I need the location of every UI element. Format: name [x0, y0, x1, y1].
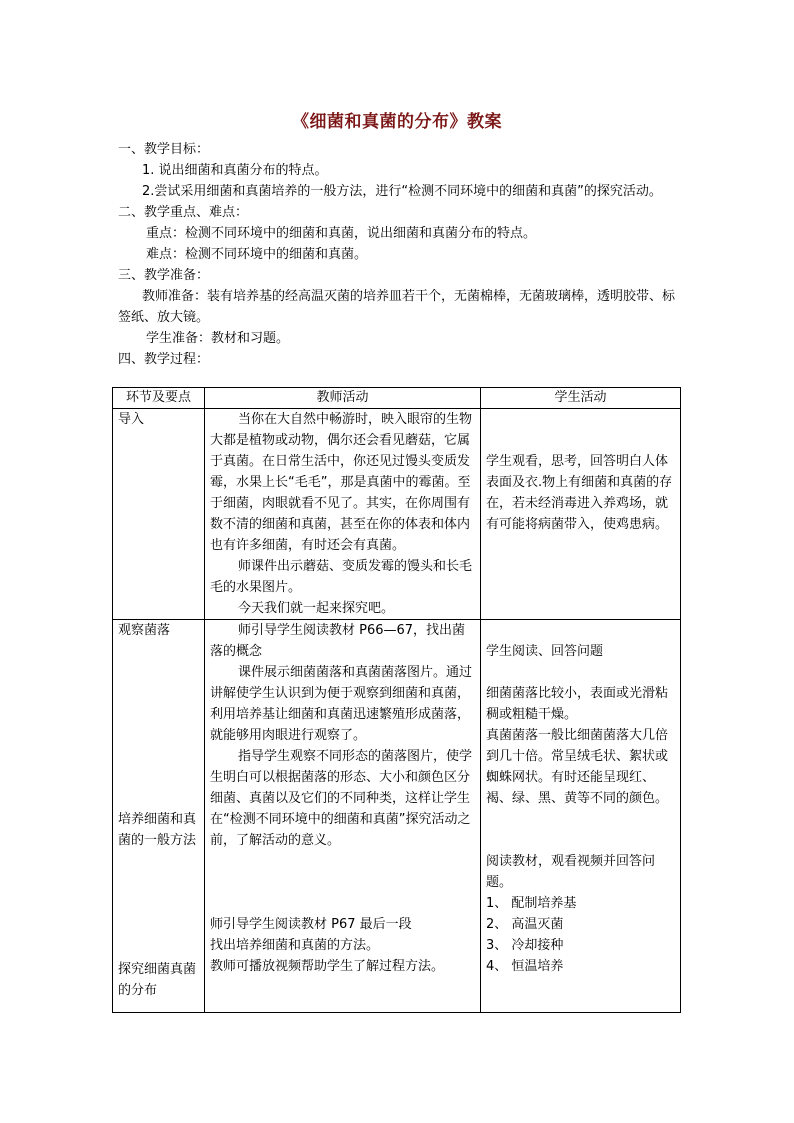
- stage-cell: [113, 620, 205, 1013]
- student-activity-text: 学生观看，思考，回答明白人体表面及衣.物上有细菌和真菌的存在，若未经消毒进入养鸡场，就有可能将病菌带入，使鸡患病。: [486, 454, 673, 532]
- step-item: 2、 高温灭菌: [486, 917, 564, 932]
- teacher-activity-text: 课件展示细菌菌落和真菌菌落图片。通过讲解使学生认识到为便于观察到细菌和真菌，利用培养基让细菌和真菌迅速繁殖形成菌落，就能够用肉眼进行观察了。: [210, 665, 473, 743]
- teacher-activity-text: 教师可播放视频帮助学生了解过程方法。: [210, 959, 445, 974]
- goal-item: 1. 说出细菌和真菌分布的特点。: [142, 163, 328, 178]
- teacher-activity-cell: [205, 620, 481, 1013]
- student-activity-text: 细菌菌落比较小，表面或光滑粘稠或粗糙干燥。: [486, 686, 669, 722]
- student-prep: 学生准备：教材和习题。: [146, 331, 290, 346]
- student-activity-text: 阅读教材，观看视频并回答问题。: [486, 854, 656, 890]
- teacher-activity-text: 师引导学生阅读教材 P66—67，找出菌落的概念: [210, 623, 466, 659]
- teacher-activity-cell: [205, 409, 481, 620]
- table-row: [113, 620, 681, 1013]
- goals-heading: 一、教学目标：: [118, 142, 210, 157]
- difficult-point: 难点：检测不同环境中的细菌和真菌。: [146, 247, 368, 262]
- teaching-process-table: [112, 387, 681, 1013]
- teacher-activity-text: 当你在大自然中畅游时，映入眼帘的生物大都是植物或动物，偶尔还会看见蘑菇，它属于真菌。在日常生活中，你还见过馒头变质发霉，水果上长“毛毛”，那是真菌中的霉菌。至于细菌，肉眼就看不见了。其实，在你周围有数不清的细菌和真菌，甚至在你的体表和体内也有许多细菌，有时还会有真菌。: [210, 412, 473, 553]
- student-activity-text: 真菌菌落一般比细菌菌落大几倍到几十倍。常呈绒毛状、絮状或蜘蛛网状。有时还能呈现红、褐、绿、黑、黄等不同的颜色。: [486, 728, 669, 806]
- step-item: 1、 配制培养基: [486, 896, 577, 911]
- goal-item: 2.尝试采用细菌和真菌培养的一般方法，进行“检测不同环境中的细菌和真菌”的探究活动。: [142, 184, 662, 199]
- table-header: 教师活动: [205, 388, 481, 409]
- table-row: [113, 409, 681, 620]
- teacher-prep: 教师准备：装有培养基的经高温灭菌的培养皿若干个，无菌棉棒，无菌玻璃棒，透明胶带、标签纸、放大镜。: [118, 289, 676, 325]
- student-activity-cell: [481, 620, 681, 1013]
- prep-heading: 三、教学准备：: [118, 268, 210, 283]
- step-item: 3、 冷却接种: [486, 938, 564, 953]
- stage-label: 培养细菌和真菌的一般方法: [118, 812, 197, 848]
- stage-cell: [113, 409, 205, 620]
- table-header: 环节及要点: [113, 388, 205, 409]
- process-heading: 四、教学过程：: [118, 352, 210, 367]
- teacher-activity-text: 指导学生观察不同形态的菌落图片，使学生明白可以根据菌落的形态、大小和颜色区分细菌、真菌以及它们的不同种类，这样让学生在“检测不同环境中的细菌和真菌”探究活动之前，了解活动的意义。: [210, 749, 473, 848]
- teacher-activity-text: 今天我们就一起来探究吧。: [238, 601, 395, 616]
- step-item: 4、 恒温培养: [486, 959, 564, 974]
- stage-label: 观察菌落: [118, 623, 171, 638]
- student-activity-text: 学生阅读、回答问题: [486, 644, 604, 659]
- teacher-activity-text: 师引导学生阅读教材 P67 最后一段: [210, 917, 412, 932]
- key-heading: 二、教学重点、难点：: [118, 205, 249, 220]
- student-activity-cell: [481, 409, 681, 620]
- stage-label: 导入: [118, 412, 145, 427]
- table-header: 学生活动: [481, 388, 681, 409]
- stage-label: 探究细菌真菌的分布: [118, 962, 197, 998]
- teacher-activity-text: 师课件出示蘑菇、变质发霉的馒头和长毛毛的水果图片。: [210, 559, 473, 595]
- document-title: 《细菌和真菌的分布》教案: [292, 112, 502, 132]
- lesson-plan-body: [118, 139, 680, 370]
- key-point: 重点：检测不同环境中的细菌和真菌，说出细菌和真菌分布的特点。: [146, 226, 537, 241]
- teacher-activity-text: 找出培养细菌和真菌的方法。: [210, 938, 380, 953]
- table-header-row: [113, 388, 681, 409]
